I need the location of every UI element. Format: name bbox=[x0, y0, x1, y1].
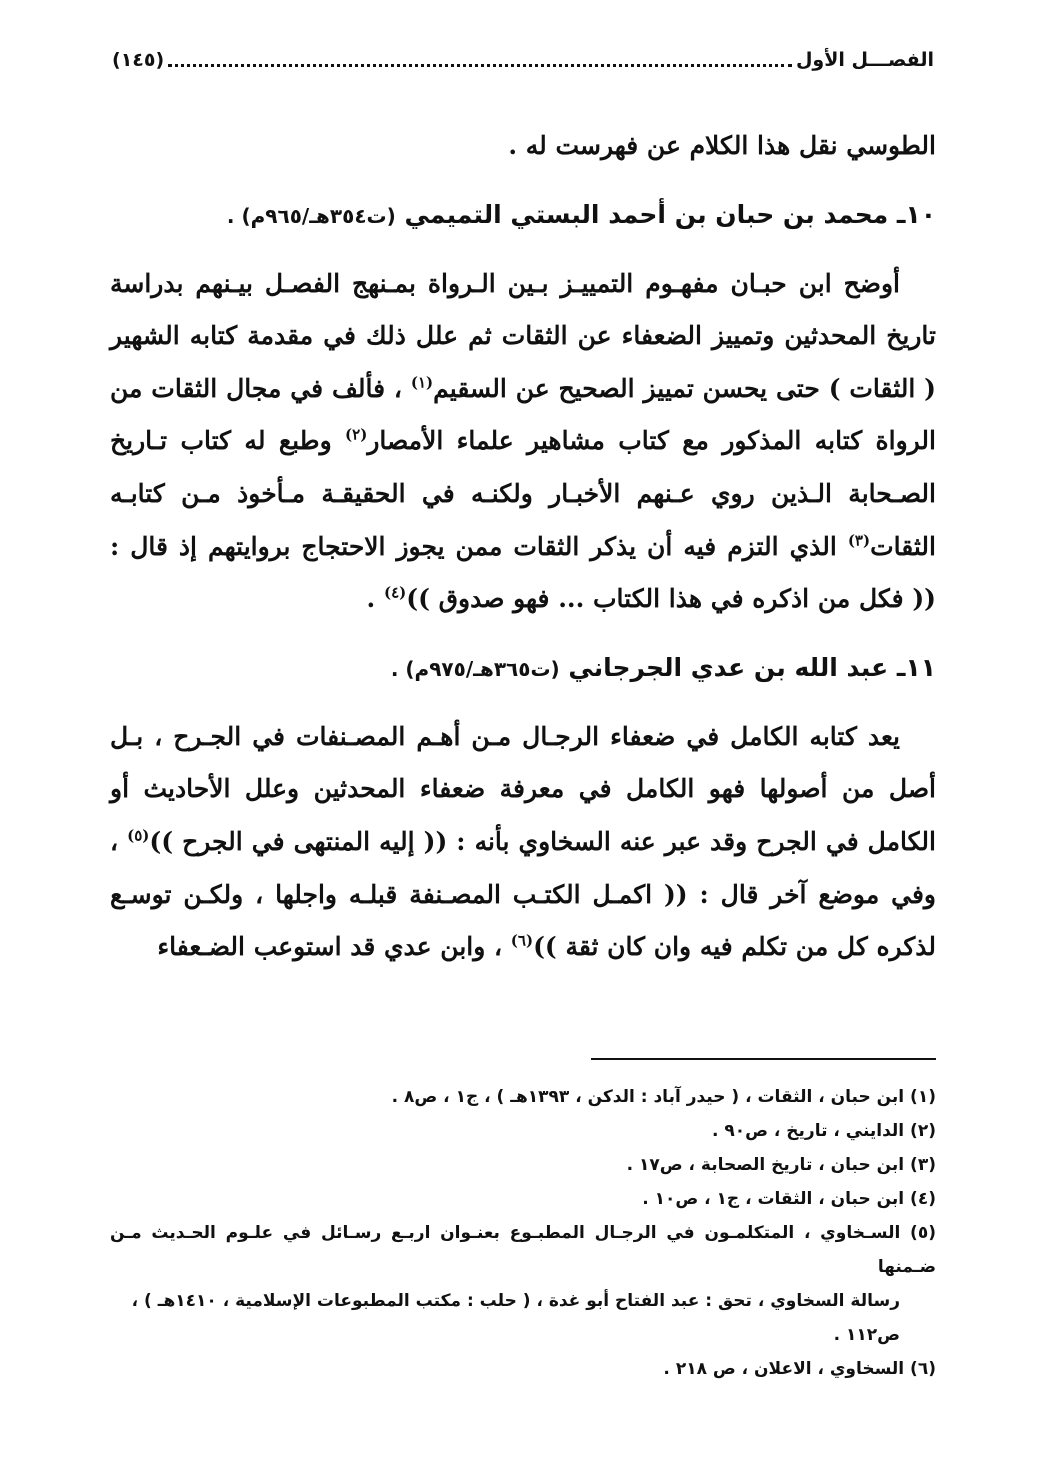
footnote-ref-4[interactable]: (٤) bbox=[383, 583, 407, 602]
footnote-4: (٤) ابن حبان ، الثقات ، ج١ ، ص١٠ . bbox=[642, 1189, 936, 1209]
text-segment: . bbox=[366, 584, 384, 614]
heading-title: ١٠ـ محمد بن حبان بن أحمد البستي التميمي bbox=[404, 199, 936, 229]
heading-dates: (ت٣٥٤هـ/٩٦٥م) . bbox=[226, 203, 396, 228]
paragraph-ibn-adi bbox=[110, 711, 936, 974]
text-segment: ، فألف في مجال الثقات من الرواة كتابه المذكور مع كتاب مشاهير علماء الأمصار bbox=[110, 373, 936, 456]
footnote-5: (٥) السـخاوي ، المتكلمـون في الرجـال المطبـوع بعنـوان اربـع رسـائل في علـوم الحـديث مـن ضـمنها bbox=[110, 1223, 936, 1277]
footnote-ref-1[interactable]: (١) bbox=[410, 373, 434, 392]
heading-dates: (ت٣٦٥هـ/٩٧٥م) . bbox=[390, 656, 560, 681]
footnote-separator bbox=[591, 1058, 936, 1060]
footnote-5-cont: رسالة السخاوي ، تحق : عبد الفتاح أبو غدة ، ( حلب : مكتب المطبوعات الإسلامية ، ١٤١٠هـ ) ، bbox=[131, 1291, 900, 1311]
chapter-title: الفصـــل الأول bbox=[795, 49, 934, 71]
footnote-6: (٦) السخاوي ، الاعلان ، ص ٢١٨ . bbox=[663, 1359, 936, 1379]
main-text bbox=[110, 120, 936, 974]
footnote-5-cont: ص١١٢ . bbox=[833, 1325, 900, 1345]
text-segment: ، وابن عدي قد استوعب الضـعفاء bbox=[157, 932, 511, 962]
text-segment: الذي التزم فيه أن يذكر الثقات ممن يجوز الاحتجاج بروايتهم إذ قال : (( فكل من اذكره في هذا الكتاب ... فهو صدوق )) bbox=[110, 531, 936, 614]
heading-title: ١١ـ عبد الله بن عدي الجرجاني bbox=[568, 652, 936, 682]
text-segment: ، وفي موضع آخر قال : (( اكمـل الكتـب المصـنفة قبلـه واجلها ، ولكـن توسـع لذكره كل من تكلم فيه وان كان ثقة )) bbox=[110, 826, 936, 962]
running-header bbox=[112, 44, 934, 76]
text-segment: يعد كتابه الكامل في ضعفاء الرجـال مـن أهـم المصـنفات في الجـرح ، بـل أصل من أصولها فهو الكامل في معرفة ضعفاء المحدثين وعلل الأحاديث أو الكامل في الجرح وقد عبر عنه السخاوي بأنه : (( إليه المنتهى في الجرح )) bbox=[110, 721, 936, 856]
footnote-1: (١) ابن حبان ، الثقات ، ( حيدر آباد : الدكن ، ١٣٩٣هـ ) ، ج١ ، ص٨ . bbox=[391, 1087, 936, 1107]
footnotes bbox=[110, 1080, 936, 1386]
leader-dots bbox=[168, 54, 792, 67]
text-segment: وطبع له كتاب تـاريخ الصـحابة الـذين روي عـنهم الأخبـار ولكنـه في الحقيقـة مـأخوذ مـن كتابـه الثقات bbox=[110, 426, 936, 561]
text-segment: أوضح ابن حبـان مفهـوم التمييـز بـين الـرواة بمـنهج الفصـل بيـنهم بدراسة تاريخ المحدثين وتمييز الضعفاء عن الثقات ثم علل ذلك في مقدمة كتابه الشهير ( الثقات ) حتى يحسن تمييز الصحيح عن السقيم bbox=[110, 268, 937, 403]
footnote-ref-3[interactable]: (٣) bbox=[847, 531, 871, 550]
paragraph-ibn-hibban bbox=[110, 258, 936, 626]
page-number: (١٤٥) bbox=[112, 49, 165, 71]
footnote-ref-6[interactable]: (٦) bbox=[510, 931, 534, 950]
section-heading-10 bbox=[110, 195, 936, 236]
footnote-ref-2[interactable]: (٢) bbox=[345, 426, 368, 445]
footnote-3: (٣) ابن حبان ، تاريخ الصحابة ، ص١٧ . bbox=[626, 1155, 936, 1175]
section-heading-11 bbox=[110, 648, 936, 689]
paragraph-continuation: الطوسي نقل هذا الكلام عن فهرست له . bbox=[508, 131, 936, 160]
footnote-ref-5[interactable]: (٥) bbox=[127, 826, 150, 845]
footnote-2: (٢) الدايني ، تاريخ ، ص٩٠ . bbox=[711, 1121, 936, 1141]
